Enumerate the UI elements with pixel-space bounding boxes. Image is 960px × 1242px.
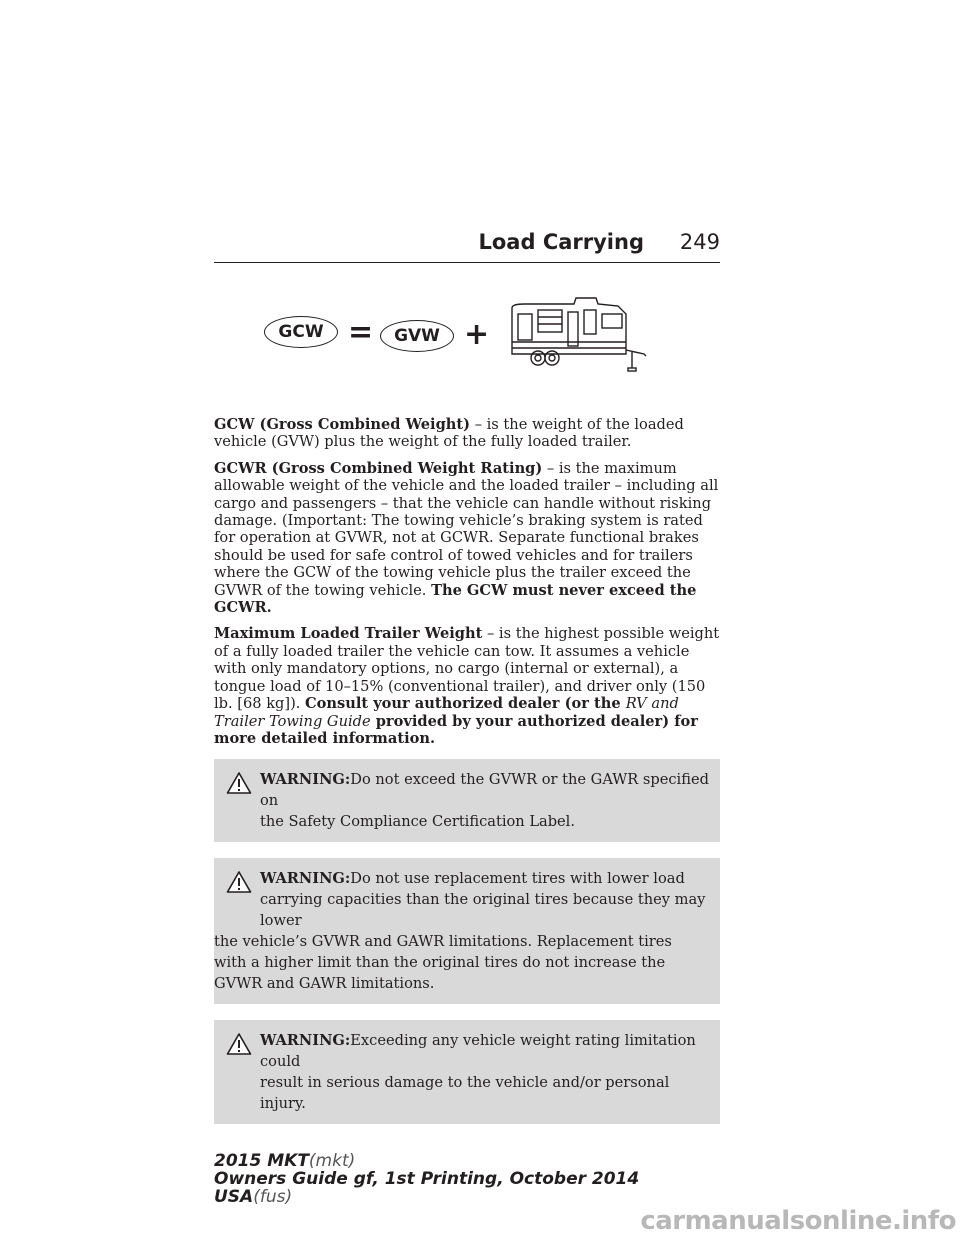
warning-line (214, 769, 714, 811)
warning-line (214, 1030, 714, 1072)
definition-text: – is the weight of the loaded vehicle (GVW) plus the weight of the fully loaded trailer. (214, 416, 684, 451)
footer-line (214, 1152, 639, 1170)
page-body (214, 416, 720, 1140)
definition-max-trailer-weight (214, 625, 720, 747)
definition-gcw (214, 416, 720, 451)
footer-region: USA (214, 1187, 254, 1207)
warning-line (214, 868, 714, 889)
emphasis-text: provided by your authorized dealer) for more detailed information. (214, 712, 698, 747)
warning-text: carrying capacities than the original tires because they may lower (260, 891, 706, 930)
footer-code: (mkt) (308, 1151, 356, 1171)
term-gcw: GCW (Gross Combined Weight) (214, 416, 471, 433)
warning-text: Exceeding any vehicle weight rating limitation could (260, 1032, 696, 1071)
footer-line (214, 1188, 639, 1206)
warning-text: the vehicle’s GVWR and GAWR limitations. Replacement tires with a higher limit than the original tires do not increase the GVWR and GAWR limitations. (214, 933, 672, 993)
warning-label: WARNING: (260, 1032, 351, 1050)
gvw-oval: GVW (380, 320, 454, 352)
travel-trailer-icon (506, 292, 654, 374)
warning-label: WARNING: (260, 771, 351, 789)
warning-triangle-icon (226, 1032, 252, 1056)
section-title: Load Carrying (478, 230, 644, 254)
footer-model: 2015 MKT (214, 1151, 309, 1171)
footer-code: (fus) (253, 1187, 293, 1207)
term-gcwr: GCWR (Gross Combined Weight Rating) (214, 459, 543, 477)
emphasis-text: The GCW must never exceed the GCWR. (214, 581, 697, 617)
definition-gcwr (214, 460, 720, 617)
document-footer (214, 1152, 639, 1206)
footer-printing: Owners Guide gf, 1st Printing, October 2014 (214, 1169, 640, 1189)
watermark: carmanualsonline.info (640, 1206, 956, 1236)
gcw-oval: GCW (264, 316, 338, 348)
warning-box (214, 858, 720, 1004)
plus-sign: + (464, 317, 490, 352)
equals-sign: = (348, 315, 374, 350)
emphasis-text: Consult your authorized dealer (or the (305, 695, 626, 713)
warning-triangle-icon (226, 870, 252, 894)
warning-text: Do not use replacement tires with lower load (350, 870, 685, 888)
warning-box (214, 1020, 720, 1124)
term-max-trailer-weight: Maximum Loaded Trailer Weight (214, 625, 483, 643)
warning-text: Do not exceed the GVWR or the GAWR specified on (260, 771, 709, 810)
warning-label: WARNING: (260, 870, 351, 888)
gcw-diagram (262, 288, 662, 378)
warning-text: the Safety Compliance Certification Label. (260, 813, 575, 831)
page-header (214, 228, 720, 263)
warning-triangle-icon (226, 771, 252, 795)
definition-text: – is the highest possible weight of a fully loaded trailer the vehicle can tow. It assumes a vehicle with only mandatory options, no cargo (internal or external), a tongue load of 10–15% (conventional trailer), and driver only (150 lb. [68 kg]). (214, 625, 720, 713)
definition-text: – is the maximum allowable weight of the vehicle and the loaded trailer – including all cargo and passengers – that the vehicle can handle without risking damage. (Important: The towing vehicle’s braking system is rated for operation at GVWR, not at GCWR. Separate functional brakes should be used for safe control of towed vehicles and for trailers where the GCW of the towing vehicle plus the trailer exceed the GVWR of the towing vehicle. (214, 459, 719, 599)
page-number: 249 (679, 230, 720, 254)
guide-title: RV and Trailer Towing Guide (214, 695, 679, 730)
warning-box (214, 759, 720, 842)
warning-text: result in serious damage to the vehicle and/or personal injury. (260, 1074, 670, 1113)
